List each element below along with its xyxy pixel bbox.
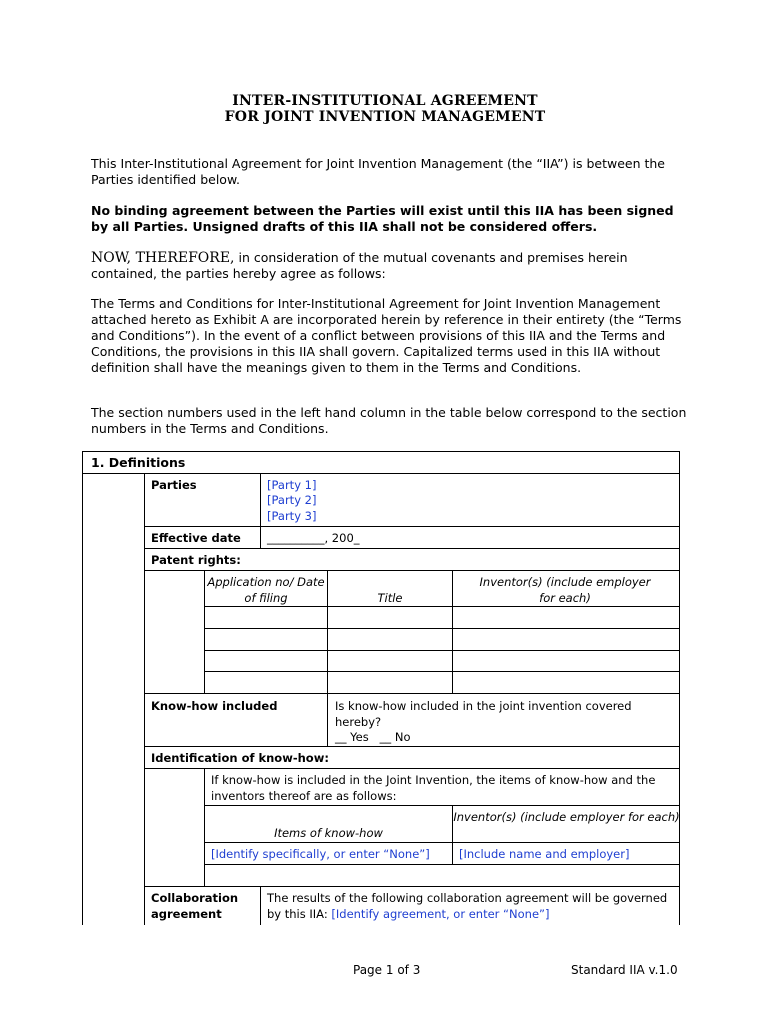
- table-border: [327, 570, 328, 693]
- table-border: [144, 693, 680, 694]
- knowhow-inventors-placeholder[interactable]: [Include name and employer]: [459, 847, 630, 861]
- collaboration-placeholder[interactable]: [Identify agreement, or enter “None”]: [331, 907, 550, 921]
- knowhow-included-label: Know-how included: [151, 699, 278, 713]
- table-border: [144, 526, 680, 527]
- intro-paragraph: This Inter-Institutional Agreement for Joint Invention Management (the “IIA”) is between the Parties identified below.: [91, 156, 665, 187]
- collaboration-text: [267, 890, 677, 922]
- table-border: [144, 570, 680, 571]
- table-border: [679, 451, 680, 925]
- page-number: Page 1 of 3: [353, 963, 421, 977]
- knowhow-identification-label: Identification of know-how:: [151, 751, 329, 765]
- now-therefore-text: in consideration of the mutual covenants and premises herein contained, the parties hereby agree as follows:: [91, 250, 628, 281]
- collaboration-description: The results of the following collaboration agreement will be governed by this IIA:: [267, 891, 668, 921]
- knowhow-yes-no[interactable]: __ Yes __ No: [335, 730, 411, 744]
- table-border: [204, 606, 680, 607]
- table-border: [260, 473, 261, 548]
- parties-label: Parties: [151, 478, 197, 492]
- table-border: [144, 473, 145, 925]
- patent-rights-label: Patent rights:: [151, 553, 241, 567]
- effective-date-value: __________, 200_: [267, 531, 360, 545]
- knowhow-items-placeholder[interactable]: [Identify specifically, or enter “None”]: [211, 847, 430, 861]
- effective-date-label: Effective date: [151, 531, 241, 545]
- section-numbers-paragraph: The section numbers used in the left hand column in the table below correspond to the section numbers in the Terms and Conditions.: [91, 405, 687, 436]
- terms-paragraph: The Terms and Conditions for Inter-Institutional Agreement for Joint Invention Management attached hereto as Exhibit A are incorporated herein by reference in their entirety (the “Terms and Conditions”). In the event of a conflict between provisions of this IIA and the Terms and Conditions, the provisions in this IIA shall govern. Capitalized terms used in this IIA without definition shall have the meanings given to them in the Terms and Conditions.: [91, 296, 682, 375]
- table-border: [144, 768, 680, 769]
- knowhow-identification-text: If know-how is included in the Joint Invention, the items of know-how and the inventors thereof are as follows:: [211, 773, 656, 803]
- table-border: [204, 628, 680, 629]
- title-line-1: INTER-INSTITUTIONAL AGREEMENT: [232, 93, 538, 109]
- collaboration-agreement-label: Collaboration agreement: [151, 891, 239, 921]
- table-border: [452, 570, 453, 693]
- patent-header-title: Title: [377, 591, 403, 605]
- patent-header-application: Application no/ Date of filing: [207, 575, 325, 605]
- party-3: [Party 3]: [267, 509, 317, 523]
- table-border: [82, 451, 83, 925]
- table-border: [204, 805, 680, 806]
- section-heading-definitions: 1. Definitions: [91, 455, 186, 470]
- table-border: [204, 650, 680, 651]
- party-2: [Party 2]: [267, 493, 317, 507]
- table-border: [144, 886, 680, 887]
- table-border: [82, 451, 680, 452]
- now-therefore-lead: NOW, THEREFORE,: [91, 250, 235, 266]
- party-1: [Party 1]: [267, 478, 317, 492]
- table-border: [144, 746, 680, 747]
- knowhow-items-header: Items of know-how: [274, 826, 383, 840]
- now-therefore-paragraph: [91, 250, 691, 282]
- knowhow-question: Is know-how included in the joint invention covered hereby?: [335, 699, 632, 729]
- binding-notice: No binding agreement between the Parties will exist until this IIA has been signed by all Parties. Unsigned drafts of this IIA shall not be considered offers.: [91, 203, 674, 234]
- title-line-2: FOR JOINT INVENTION MANAGEMENT: [224, 109, 546, 125]
- document-version: Standard IIA v.1.0: [571, 963, 678, 977]
- table-border: [82, 473, 680, 474]
- table-border: [204, 671, 680, 672]
- table-border: [204, 842, 680, 843]
- table-border: [144, 548, 680, 549]
- knowhow-inventors-header: Inventor(s) (include employer for each): [453, 810, 680, 824]
- patent-header-inventors: Inventor(s) (include employer for each): [479, 575, 651, 605]
- table-border: [204, 864, 680, 865]
- table-border: [327, 693, 328, 746]
- table-border: [260, 886, 261, 925]
